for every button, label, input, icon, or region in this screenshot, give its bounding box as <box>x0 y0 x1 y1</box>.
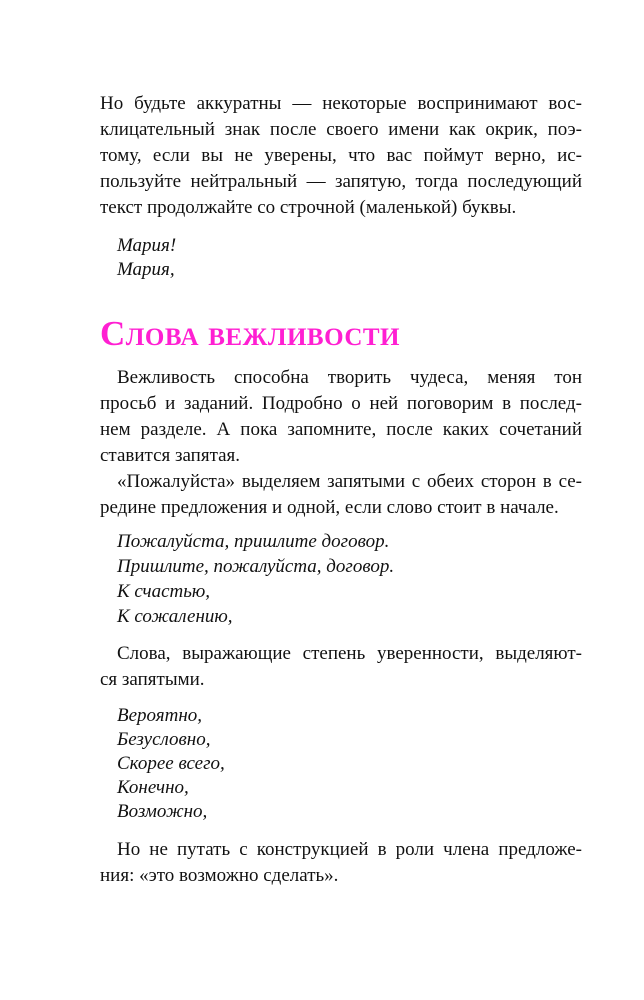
example-1-line-2: Мария, <box>117 259 175 280</box>
example-1-line-1: Мария! <box>117 235 177 256</box>
example-3-line-1: Вероятно, <box>117 705 203 726</box>
paragraph-1-line-3: тому, если вы не уверены, что вас поймут верно, ис- <box>100 145 582 166</box>
paragraph-3-line-1: «Пожалуйста» выделяем запятыми с обеих сторон в се- <box>117 471 582 492</box>
section-heading: Слова вежливости <box>100 314 400 353</box>
paragraph-1-line-5: текст продолжайте со строчной (маленькой) буквы. <box>100 197 517 218</box>
example-2-line-3: К счастью, <box>117 581 211 602</box>
paragraph-5-line-1: Но не путать с конструкцией в роли члена предложе- <box>117 839 582 860</box>
paragraph-1-line-1: Но будьте аккуратны — некоторые воспринимают вос- <box>100 93 582 114</box>
paragraph-1-line-4: пользуйте нейтральный — запятую, тогда последующий <box>100 171 582 192</box>
paragraph-1-line-2: клицательный знак после своего имени как окрик, поэ- <box>100 119 582 140</box>
example-3-line-4: Конечно, <box>117 777 189 798</box>
example-2-line-2: Пришлите, пожалуйста, договор. <box>117 556 395 577</box>
example-3-line-2: Безусловно, <box>117 729 211 750</box>
paragraph-2-line-1: Вежливость способна творить чудеса, меняя тон <box>117 367 582 388</box>
paragraph-2-line-4: ставится запятая. <box>100 445 241 466</box>
example-2-line-4: К сожалению, <box>117 606 233 627</box>
paragraph-4-line-2: ся запятыми. <box>100 669 205 690</box>
paragraph-2-line-2: просьб и заданий. Подробно о ней поговорим в послед- <box>100 393 582 414</box>
paragraph-3-line-2: редине предложения и одной, если слово стоит в начале. <box>100 497 559 518</box>
example-3-line-3: Скорее всего, <box>117 753 225 774</box>
paragraph-5-line-2: ния: «это возможно сделать». <box>100 865 339 886</box>
example-3-line-5: Возможно, <box>117 801 208 822</box>
paragraph-2-line-3: нем разделе. А пока запомните, после каких сочетаний <box>100 419 582 440</box>
paragraph-4-line-1: Слова, выражающие степень уверенности, выделяют- <box>117 643 582 664</box>
example-2-line-1: Пожалуйста, пришлите договор. <box>117 531 390 552</box>
